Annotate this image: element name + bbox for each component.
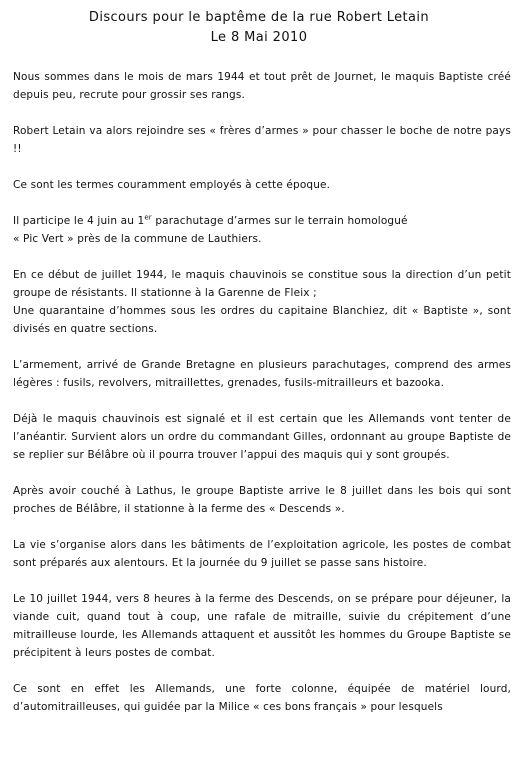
paragraph-8: Après avoir couché à Lathus, le groupe Baptiste arrive le 8 juillet dans les bois qui sont proches de Bélâbre, il stationne à la ferme des « Descends ». bbox=[13, 485, 511, 515]
paragraph-5: En ce début de juillet 1944, le maquis chauvinois se constitue sous la direction d’un petit groupe de résistants. Il stationne à la Garenne de Fleix ; Une quarantaine d’hommes sous les ordres du capitaine Blanchiez, dit « Baptiste », sont divisés en quatre sections. bbox=[13, 269, 511, 335]
paragraph-4-end: parachutage d’armes sur le terrain homologué « Pic Vert » près de la commune de Lauthiers. bbox=[13, 215, 408, 245]
paragraph-7: Déjà le maquis chauvinois est signalé et il est certain que les Allemands vont tenter de l’anéantir. Survient alors un ordre du commandant Gilles, ordonnant au groupe Baptiste de se replier sur Bélâbre où il pourra trouver l’appui des maquis qui y sont groupés. bbox=[13, 413, 511, 461]
paragraph-4 bbox=[13, 212, 511, 248]
paragraph-2: Robert Letain va alors rejoindre ses « frères d’armes » pour chasser le boche de notre pays !! bbox=[13, 125, 511, 155]
paragraph-1: Nous sommes dans le mois de mars 1944 et tout prêt de Journet, le maquis Baptiste créé depuis peu, recrute pour grossir ses rangs. bbox=[13, 71, 511, 101]
document-title: Discours pour le baptême de la rue Robert Letain bbox=[88, 10, 430, 25]
paragraph-10: Le 10 juillet 1944, vers 8 heures à la ferme des Descends, on se prépare pour déjeuner, la viande cuit, quand tout à coup, une rafale de mitraille, suivie du crépitement d’une mitrailleuse lourde, les Allemands attaquent et aussitôt les hommes du Groupe Baptiste se précipitent à leurs postes de combat. bbox=[13, 593, 511, 659]
paragraph-6: L’armement, arrivé de Grande Bretagne en plusieurs parachutages, comprend des armes légères : fusils, revolvers, mitraillettes, grenades, fusils-mitrailleurs et bazooka. bbox=[13, 359, 511, 389]
paragraph-3: Ce sont les termes couramment employés à cette époque. bbox=[13, 179, 331, 191]
ordinal-superscript: er bbox=[144, 213, 152, 222]
paragraph-11: Ce sont en effet les Allemands, une forte colonne, équipée de matériel lourd, d’automitrailleuses, qui guidée par la Milice « ces bons français » pour lesquels bbox=[13, 683, 511, 713]
paragraph-4-start: Il participe le 4 juin au 1 bbox=[13, 215, 145, 227]
document-date: Le 8 Mai 2010 bbox=[210, 30, 308, 45]
paragraph-9: La vie s’organise alors dans les bâtiments de l’exploitation agricole, les postes de combat sont préparés aux alentours. Et la journée du 9 juillet se passe sans histoire. bbox=[13, 539, 511, 569]
document-body bbox=[13, 68, 511, 716]
document-header bbox=[0, 8, 518, 48]
